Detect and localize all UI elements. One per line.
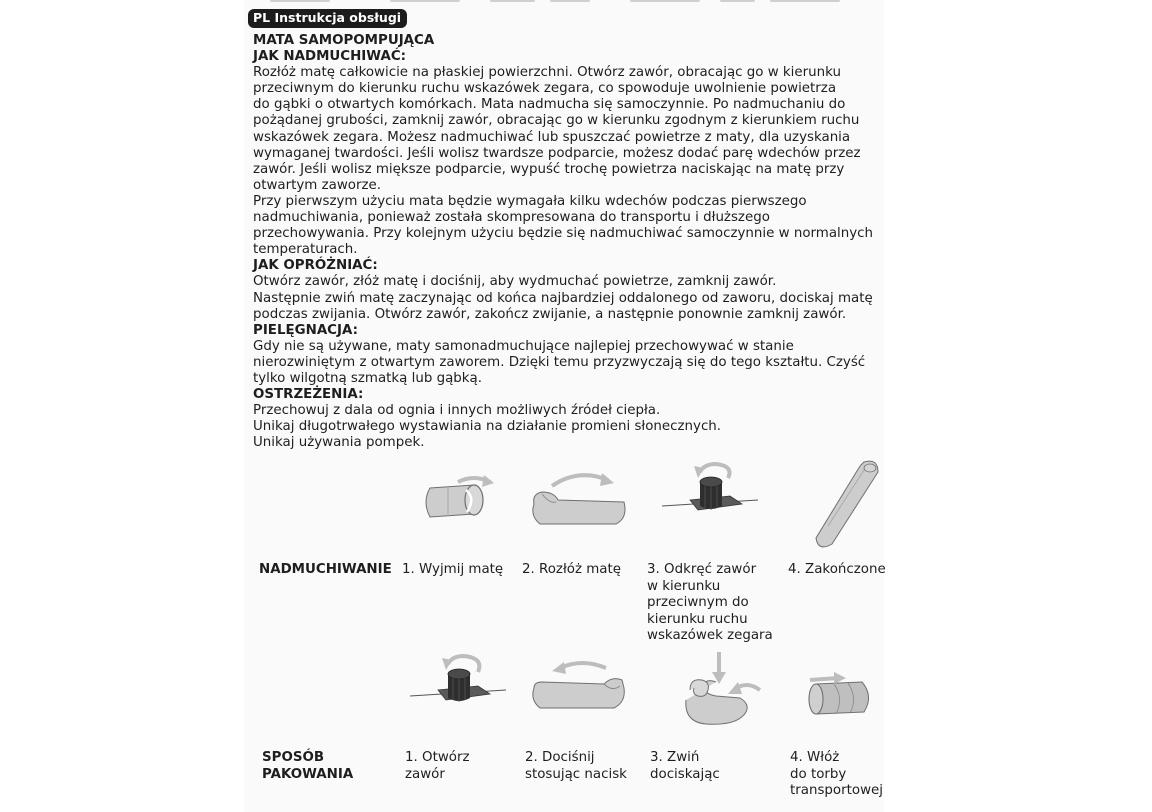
caption-line: 4. Zakończone <box>788 562 886 577</box>
caption-line: 2. Dociśnij <box>525 750 595 765</box>
section-heading: OSTRZEŻENIA: <box>253 387 364 403</box>
section-heading: PIELĘGNACJA: <box>253 322 358 338</box>
caption-line: SPOSÓB <box>262 750 325 765</box>
caption-line: 1. Otwórz <box>405 750 470 765</box>
inflate-row-label: NADMUCHIWANIE <box>259 562 392 577</box>
body-line: Rozłóż matę całkowicie na płaskiej powierzchni. Otwórz zawór, obracając go w kierunku <box>253 65 841 81</box>
inflate-step-4-caption <box>788 562 886 579</box>
body-line: pożądanej grubości, zamknij zawór, obracając go w kierunku zgodnym z kierunkiem ruchu <box>253 113 860 129</box>
caption-line: 3. Odkręć zawór <box>647 562 757 577</box>
figure-put-in-bag <box>804 668 884 724</box>
figure-fold-and-press <box>528 658 636 718</box>
body-line: Gdy nie są używane, maty samonadmuchujące najlepiej przechowywać w stanie <box>253 338 794 354</box>
caption-line: zawór <box>405 766 445 782</box>
figure-open-valve <box>408 650 508 710</box>
body-line: przechowywania. Przy kolejnym użyciu będzie się nadmuchiwać samoczynnie w normalnych <box>253 226 874 242</box>
caption-line: w kierunku <box>647 578 721 594</box>
figure-take-out-mat <box>418 472 498 528</box>
body-line: tylko wilgotną szmatką lub gąbką. <box>253 370 483 386</box>
caption-line: przeciwnym do <box>647 595 749 610</box>
language-tag: PL Instrukcja obsługi <box>248 9 407 28</box>
caption-line: 1. Wyjmij matę <box>402 562 504 577</box>
caption-line: wskazówek zegara <box>647 628 773 643</box>
caption-line: dociskając <box>650 766 720 782</box>
caption-line: 2. Rozłóż matę <box>522 562 621 577</box>
caption-line: 4. Włóż <box>790 750 840 765</box>
figure-unroll-mat <box>528 470 636 530</box>
inflate-step-2-caption <box>522 562 621 579</box>
body-line: przeciwnym do kierunku ruchu wskazówek zegara, co spowoduje uwolnienie powietrza <box>253 81 837 97</box>
caption-line: kierunku ruchu <box>647 611 748 627</box>
body-line: nierozwiniętym z otwartym zaworem. Dzięki temu przyzwyczają się do tego kształtu. Czyść <box>253 354 866 370</box>
body-line: podczas zwijania. Otwórz zawór, zakończ zwijanie, a następnie ponownie zamknij zawór. <box>253 306 847 322</box>
body-line: Przechowuj z dala od ognia i innych możliwych źródeł ciepła. <box>253 403 661 419</box>
section-heading: JAK OPRÓŻNIAĆ: <box>253 258 378 274</box>
body-line: Unikaj używania pompek. <box>253 435 425 451</box>
body-line: Otwórz zawór, złóż matę i dociśnij, aby wydmuchać powietrze, zamknij zawór. <box>253 274 777 290</box>
inflate-step-3-caption <box>647 562 773 645</box>
section-heading: MATA SAMOPOMPUJĄCA <box>253 33 435 48</box>
cropped-text-remnant <box>250 0 880 3</box>
caption-line: transportowej <box>790 783 883 798</box>
pack-step-3-caption <box>650 750 720 783</box>
caption-line: do torby <box>790 766 847 782</box>
caption-line: stosując nacisk <box>525 766 627 782</box>
pack-row-label <box>262 750 353 783</box>
body-line: Przy pierwszym użyciu mata będzie wymagała kilku wdechów podczas pierwszego <box>253 193 807 209</box>
body-line: Następnie zwiń matę zaczynając od końca najbardziej oddalonego od zaworu, dociskaj matę <box>253 290 873 306</box>
body-line: wskazówek zegara. Możesz nadmuchiwać lub spuszczać powietrze z maty, dla uzyskania <box>253 129 851 145</box>
caption-line: PAKOWANIA <box>262 766 354 782</box>
pack-step-4-caption <box>790 750 883 800</box>
caption-line: 3. Zwiń <box>650 750 700 765</box>
body-line: otwartym zaworze. <box>253 177 381 193</box>
body-line: do gąbki o otwartych komórkach. Mata nadmucha się samoczynnie. Po nadmuchaniu do <box>253 97 846 113</box>
body-line: nadmuchiwania, ponieważ została skompresowana do transportu i dłuższego <box>253 210 770 226</box>
figure-open-valve-counterclockwise <box>660 460 760 520</box>
section-heading: JAK NADMUCHIWAĆ: <box>253 49 406 65</box>
instructions-text <box>253 33 883 451</box>
inflate-step-1-caption <box>402 562 503 579</box>
body-line: Unikaj długotrwałego wystawiania na działanie promieni słonecznych. <box>253 419 722 435</box>
figure-roll-mat <box>676 650 766 732</box>
figure-finished-mat <box>808 456 884 552</box>
pack-step-2-caption <box>525 750 627 783</box>
body-line: wymaganej twardości. Jeśli wolisz twardsze podparcie, możesz dodać parę wdechów przez <box>253 145 861 161</box>
body-line: temperaturach. <box>253 242 358 258</box>
pack-step-1-caption <box>405 750 470 783</box>
body-line: zawór. Jeśli wolisz miększe podparcie, wypuść trochę powietrza naciskając na matę przy <box>253 161 845 177</box>
